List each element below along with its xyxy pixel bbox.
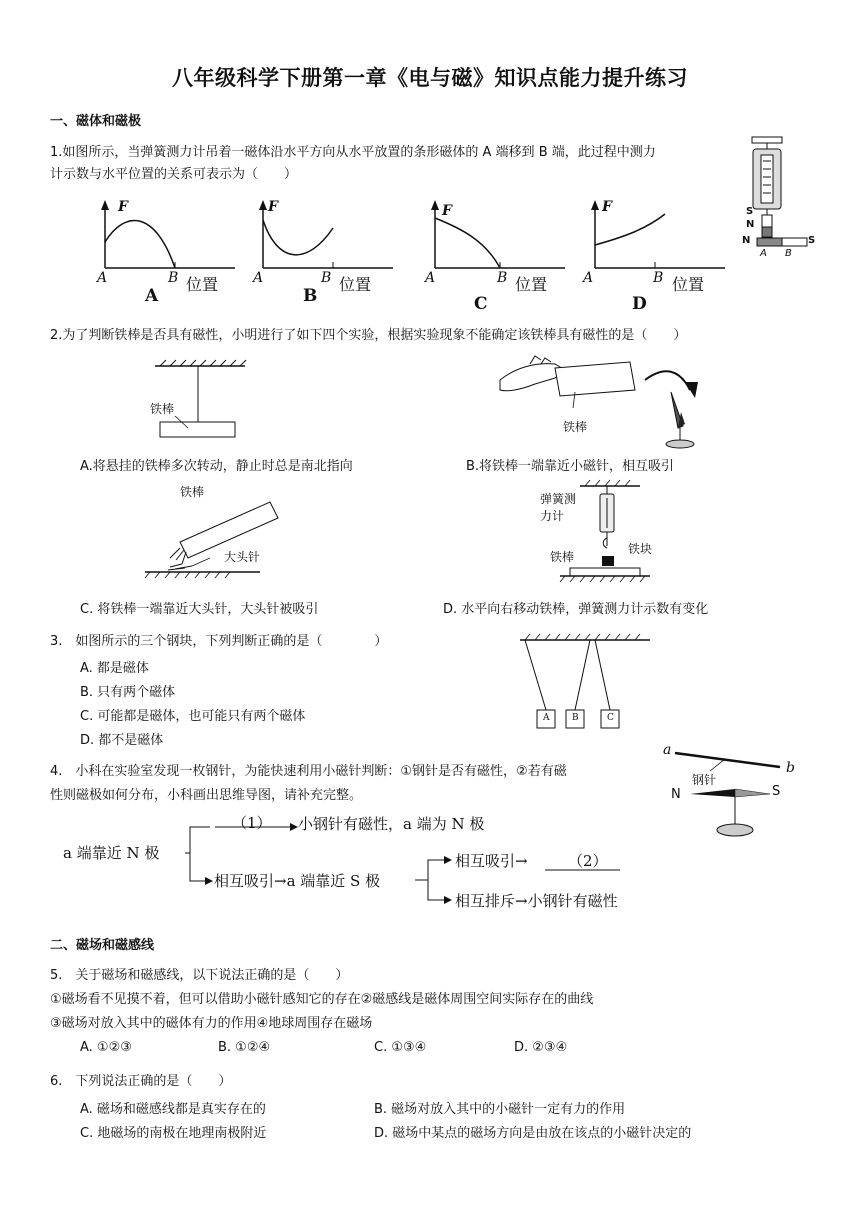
q2-option-b[interactable]: B.将铁棒一端靠近小磁针，相互吸引 — [466, 459, 675, 474]
q1-graph-c-a-label: A — [425, 270, 436, 286]
q4-map-attract-branch: 相互吸引→a 端靠近 S 极 — [214, 872, 381, 890]
section-heading-magnets: 一、磁体和磁极 — [50, 114, 142, 129]
q3-option-a[interactable]: A. 都是磁体 — [80, 661, 149, 676]
q2-option-d[interactable]: D. 水平向右移动铁棒，弹簧测力计示数有变化 — [443, 602, 709, 617]
q4-fig-n-label: N — [671, 787, 681, 802]
q4-fig-s-label: S — [772, 784, 781, 799]
q1-graph-c-f-label: F — [442, 203, 452, 219]
q1-graph-c-position-label: 位置 — [515, 275, 548, 294]
q3-block-b-label: B — [572, 713, 579, 723]
q4-stem-line1: 4. 小科在实验室发现一枚钢针，为能快速利用小磁针判断：①钢针是否有磁性，②若有磁 — [50, 764, 567, 779]
q4-fig-a-label: a — [663, 742, 672, 758]
q1-fig-magnet-n-label: N — [742, 235, 751, 246]
q1-graph-a-b-label: B — [168, 270, 179, 286]
q3-stem: 3. 如图所示的三个钢块，下列判断正确的是（ ） — [50, 634, 388, 649]
q5-option-d[interactable]: D. ②③④ — [514, 1040, 568, 1055]
q1-option-a-label[interactable]: A — [145, 286, 159, 306]
q3-block-a-label: A — [543, 713, 550, 723]
q2-fig-b-rod-label: 铁棒 — [563, 420, 588, 434]
q1-fig-b-label: B — [785, 248, 792, 259]
q6-option-c[interactable]: C. 地磁场的南极在地理南极附近 — [80, 1126, 267, 1141]
q2-fig-b-hand-compass — [495, 350, 725, 450]
q1-graph-a-f-label: F — [118, 199, 128, 215]
q1-option-c-label[interactable]: C — [474, 294, 488, 314]
q4-map-attract-2: 相互吸引→ — [455, 852, 528, 870]
q1-graph-a-position-label: 位置 — [186, 275, 219, 294]
q5-option-b[interactable]: B. ①②④ — [218, 1040, 271, 1055]
q2-fig-c-pin-label: 大头针 — [224, 550, 261, 564]
page-title: 八年级科学下册第一章《电与磁》知识点能力提升练习 — [172, 66, 688, 90]
q1-graph-b-f-label: F — [268, 199, 278, 215]
q1-graph-d-a-label: A — [583, 270, 594, 286]
q4-map-repel: 相互排斥→小钢针有磁性 — [455, 892, 618, 910]
q2-fig-d-iron-block-label: 铁块 — [628, 542, 653, 556]
q4-map-blank-2[interactable]: （2） — [568, 852, 608, 870]
q1-graph-d-position-label: 位置 — [672, 275, 705, 294]
q2-fig-c-rod-pins — [140, 490, 300, 580]
q4-mind-map-blank-2-underline — [545, 868, 625, 872]
q3-steel-blocks-figure — [515, 632, 655, 737]
q4-stem-line2: 性则磁极如何分布，小科画出思维导图，请补充完整。 — [50, 788, 363, 803]
q1-graph-b-a-label: A — [253, 270, 264, 286]
q2-stem: 2.为了判断铁棒是否具有磁性，小明进行了如下四个实验，根据实验现象不能确定该铁棒具有磁性的是（ ） — [50, 328, 687, 343]
q5-statement-line1: ①磁场看不见摸不着，但可以借助小磁针感知它的存在②磁感线是磁体周围空间实际存在的曲线 — [50, 992, 594, 1007]
q4-map-blank-1[interactable]: （1） — [232, 814, 272, 832]
q2-fig-d-spring-label-2: 力计 — [540, 509, 565, 523]
q1-graph-d-f-label: F — [602, 199, 612, 215]
q1-stem-line1: 1.如图所示，当弹簧测力计吊着一磁体沿水平方向从水平放置的条形磁体的 A 端移到 B 端，此过程中测力 — [50, 145, 656, 160]
q4-map-root: a 端靠近 N 极 — [63, 844, 160, 862]
q2-fig-a-rod-label: 铁棒 — [150, 402, 175, 416]
q1-fig-a-label: A — [760, 248, 767, 259]
q3-block-c-label: C — [607, 713, 614, 723]
section-heading-field-lines: 二、磁场和磁感线 — [50, 938, 155, 953]
q3-option-c[interactable]: C. 可能都是磁体，也可能只有两个磁体 — [80, 709, 306, 724]
q1-graph-d-b-label: B — [653, 270, 664, 286]
q1-stem-line2: 计示数与水平位置的关系可表示为（ ） — [50, 167, 298, 182]
q2-fig-d-spring-label: 弹簧测 — [540, 492, 577, 506]
q2-fig-c-rod-label: 铁棒 — [180, 485, 205, 499]
q2-option-c[interactable]: C. 将铁棒一端靠近大头针，大头针被吸引 — [80, 602, 319, 617]
q4-map-result-1: 小钢针有磁性，a 端为 N 极 — [298, 815, 485, 833]
q1-graph-b-position-label: 位置 — [339, 275, 372, 294]
q1-option-b-label[interactable]: B — [303, 286, 318, 306]
q1-fig-s-label: S — [746, 206, 754, 217]
q4-fig-b-label: b — [786, 760, 795, 776]
q4-fig-needle-label: 钢针 — [692, 773, 717, 787]
q1-graph-a-a-label: A — [97, 270, 108, 286]
q5-stem: 5. 关于磁场和磁感线，以下说法正确的是（ ） — [50, 968, 349, 983]
q2-fig-d-rod-label: 铁棒 — [550, 550, 575, 564]
q6-stem: 6. 下列说法正确的是（ ） — [50, 1074, 232, 1089]
q3-option-b[interactable]: B. 只有两个磁体 — [80, 685, 176, 700]
q1-graph-c-b-label: B — [497, 270, 508, 286]
q1-fig-n-label: N — [746, 219, 755, 230]
q2-option-a[interactable]: A.将悬挂的铁棒多次转动，静止时总是南北指向 — [80, 459, 353, 474]
q6-option-b[interactable]: B. 磁场对放入其中的小磁针一定有力的作用 — [374, 1102, 626, 1117]
q1-option-d-label[interactable]: D — [632, 294, 647, 314]
q5-option-a[interactable]: A. ①②③ — [80, 1040, 132, 1055]
q5-option-c[interactable]: C. ①③④ — [374, 1040, 427, 1055]
q5-statement-line2: ③磁场对放入其中的磁体有力的作用④地球周围存在磁场 — [50, 1016, 373, 1031]
q6-option-d[interactable]: D. 磁场中某点的磁场方向是由放在该点的小磁针决定的 — [374, 1126, 692, 1141]
q1-fig-magnet-s-label: S — [808, 235, 816, 246]
q1-graph-b-b-label: B — [321, 270, 332, 286]
q6-option-a[interactable]: A. 磁场和磁感线都是真实存在的 — [80, 1102, 266, 1117]
q3-option-d[interactable]: D. 都不是磁体 — [80, 733, 164, 748]
